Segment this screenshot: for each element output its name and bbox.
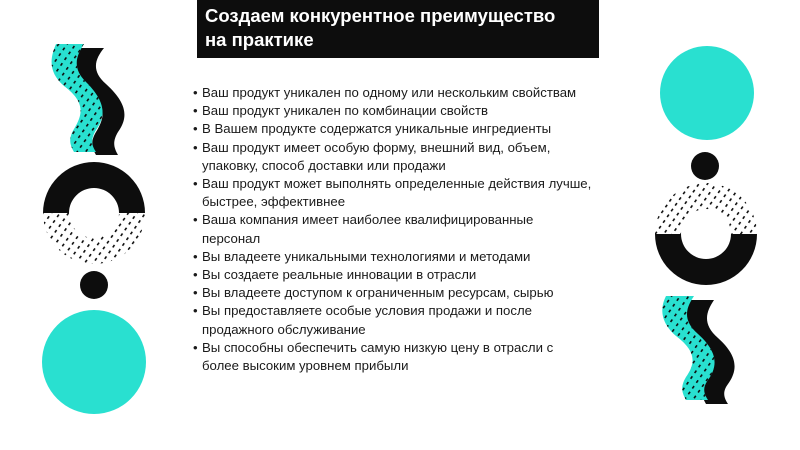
half-ring-icon (43, 162, 145, 264)
bullet-item: • Вы способны обеспечить самую низкую цену в отрасли с более высоким уровнем прибыли (193, 339, 593, 375)
bullet-list (193, 84, 593, 375)
half-ring-icon (655, 183, 757, 285)
bullet-item: • Вы владеете доступом к ограниченным ресурсам, сырью (193, 284, 593, 302)
title-line-1: Создаем конкурентное преимущество (205, 5, 556, 26)
bullet-item: • Вы создаете реальные инновации в отрасли (193, 266, 593, 284)
bullet-item: • Вы предоставляете особые условия продажи и после продажного обслуживание (193, 302, 593, 338)
circle-icon (42, 310, 146, 414)
title-line-2: на практике (205, 29, 314, 50)
left-decor (0, 0, 190, 450)
dot-icon (691, 152, 719, 180)
slide-title (197, 0, 599, 58)
dot-icon (80, 271, 108, 299)
bullet-item: • Ваш продукт уникален по одному или нескольким свойствам (193, 84, 593, 102)
wave-shape-icon (52, 44, 125, 155)
bullet-item: • Вы владеете уникальными технологиями и методами (193, 248, 593, 266)
circle-icon (660, 46, 754, 140)
bullet-item: • Ваш продукт уникален по комбинации свойств (193, 102, 593, 120)
bullet-item: • В Вашем продукте содержатся уникальные ингредиенты (193, 120, 593, 138)
bullet-item: • Ваш продукт может выполнять определенные действия лучше, быстрее, эффективнее (193, 175, 593, 211)
bullet-item: • Ваш продукт имеет особую форму, внешний вид, объем, упаковку, способ доставки или продажи (193, 139, 593, 175)
wave-shape-icon (662, 296, 734, 404)
bullet-item: • Ваша компания имеет наиболее квалифицированные персонал (193, 211, 593, 247)
right-decor (610, 0, 800, 450)
